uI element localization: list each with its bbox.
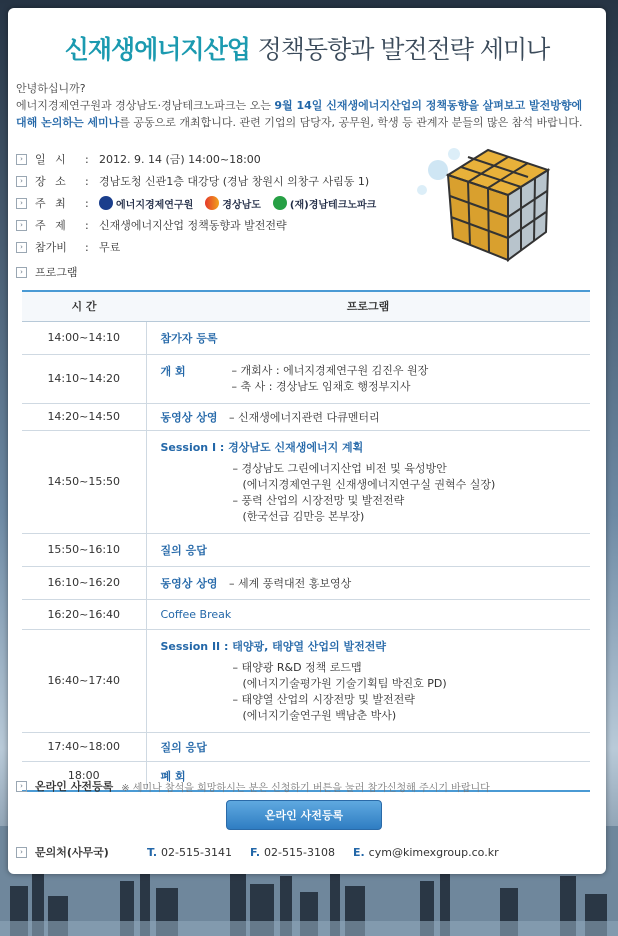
detail-line: – 축 사 : 경상남도 임채호 행정부지사: [231, 379, 411, 393]
colon: :: [85, 152, 89, 166]
row-time: 14:00~14:10: [22, 321, 146, 354]
row-program: [146, 533, 590, 566]
row-time: 16:10~16:20: [22, 566, 146, 599]
info-label: 일 시: [35, 153, 69, 166]
contact-row: [16, 844, 517, 860]
header-program: 프로그램: [146, 291, 590, 321]
row-program: [146, 629, 590, 732]
chevron-right-icon: ›: [16, 176, 27, 187]
table-row: [22, 430, 590, 533]
detail-line: – 풍력 산업의 시장전망 및 발전전략: [232, 493, 405, 507]
detail-line: (에너지경제연구원 신재생에너지연구실 권혁수 실장): [242, 477, 496, 491]
event-info: [16, 148, 456, 258]
contact-label: 문의처(사무국): [35, 846, 109, 859]
detail-line: (에너지기술평가원 기술기획팀 박진호 PD): [242, 676, 447, 690]
chevron-right-icon: ›: [16, 267, 27, 278]
intro-line-1: 안녕하십니까?: [16, 82, 86, 95]
row-program: [146, 321, 590, 354]
logo-gntp: [273, 196, 376, 211]
chevron-right-icon: ›: [16, 242, 27, 253]
tel-key: T.: [147, 845, 158, 859]
detail-line: – 태양열 산업의 시장전망 및 발전전략: [232, 692, 415, 706]
colon: :: [85, 218, 89, 232]
detail-line: – 개회사 : 에너지경제연구원 김진우 원장: [231, 363, 429, 377]
intro-line-3a: 대해 논의하는 세미나: [16, 116, 120, 129]
program-label: 프로그램: [35, 266, 78, 279]
table-row: [22, 533, 590, 566]
row-time: 16:40~17:40: [22, 629, 146, 732]
table-row: [22, 403, 590, 430]
title-rest: 정책동향과 발전전략 세미나: [257, 35, 550, 64]
info-row-fee: [16, 236, 456, 258]
row-program: [146, 354, 590, 403]
row-title: 질의 응답: [160, 740, 207, 754]
colon: :: [85, 240, 89, 254]
row-title: Session I : 경상남도 신재생에너지 계획: [160, 440, 364, 454]
row-program: [146, 599, 590, 629]
info-value: 무료: [99, 241, 121, 254]
row-time: 16:20~16:40: [22, 599, 146, 629]
online-label: 온라인 사전등록: [35, 780, 114, 793]
online-registration-row: [16, 778, 490, 794]
row-details: [161, 461, 581, 525]
row-time: 18:00: [22, 761, 146, 791]
host-logos: [99, 196, 376, 211]
row-time: 17:40~18:00: [22, 732, 146, 761]
program-section-label: [16, 264, 78, 280]
info-label: 주 제: [35, 219, 69, 232]
detail-line: (한국선급 김만응 본부장): [242, 509, 365, 523]
logo-text: (재)경남테크노파크: [289, 199, 377, 211]
row-title: 개 회: [160, 364, 186, 378]
table-row: [22, 599, 590, 629]
info-row-venue: [16, 170, 456, 192]
detail-line: – 세계 풍력대전 홍보영상: [228, 576, 352, 590]
logo-gyeongnam: [205, 196, 261, 211]
row-title: 동영상 상영: [160, 576, 218, 590]
page-title: [8, 30, 606, 66]
row-title: Session II : 태양광, 태양열 산업의 발전전략: [160, 639, 387, 653]
detail-line: – 신재생에너지관련 다큐멘터리: [228, 410, 380, 424]
row-title: Coffee Break: [160, 607, 232, 621]
title-highlight: 신재생에너지산업: [64, 35, 250, 64]
row-program: [146, 566, 590, 599]
row-title: 참가자 등록: [160, 331, 218, 345]
chevron-right-icon: ›: [16, 781, 27, 792]
email-key: E.: [352, 845, 365, 859]
logo-text: 에너지경제연구원: [116, 199, 194, 211]
row-details: [232, 363, 429, 395]
detail-line: – 경상남도 그린에너지산업 비전 및 육성방안: [232, 461, 447, 475]
info-row-date: [16, 148, 456, 170]
program-table: [22, 290, 590, 792]
info-label: 장 소: [35, 175, 69, 188]
info-value: 신재생에너지산업 정책동향과 발전전략: [99, 219, 287, 232]
gyeongnam-logo-icon: [205, 196, 219, 210]
row-title: 폐 회: [160, 769, 186, 783]
rubiks-cube-image: [408, 140, 568, 270]
fax-value: 02-515-3108: [264, 845, 335, 859]
detail-line: (에너지기술연구원 백남춘 박사): [242, 708, 397, 722]
table-header-row: [22, 291, 590, 321]
info-value: 경남도청 신관1층 대강당 (경남 창원시 의창구 사림동 1): [99, 175, 370, 188]
intro-line-2b: 9월 14일 신재생에너지산업의 정책동향을 살펴보고 발전방향에: [274, 99, 583, 112]
intro-text: [16, 80, 596, 131]
row-time: 14:10~14:20: [22, 354, 146, 403]
intro-line-3: [16, 114, 596, 131]
logo-keei: [99, 196, 193, 211]
colon: :: [85, 196, 89, 210]
row-time: 14:50~15:50: [22, 430, 146, 533]
chevron-right-icon: ›: [16, 198, 27, 209]
email-link[interactable]: cym@kimexgroup.co.kr: [368, 845, 499, 859]
row-time: 14:20~14:50: [22, 403, 146, 430]
info-row-host: [16, 192, 456, 214]
row-title: 질의 응답: [160, 543, 207, 557]
intro-line-3b: 를 공동으로 개최합니다. 관련 기업의 담당자, 공무원, 학생 등 관계자 분들의 많은 참석 바랍니다.: [119, 116, 583, 129]
intro-line-2: [16, 97, 596, 114]
intro-line-2a: 에너지경제연구원과 경상남도·경남테크노파크는 오는: [16, 99, 275, 112]
logo-text: 경상남도: [222, 199, 261, 211]
row-program: [146, 403, 590, 430]
table-row: [22, 354, 590, 403]
row-title: 동영상 상영: [160, 410, 218, 424]
chevron-right-icon: ›: [16, 220, 27, 231]
table-row: [22, 732, 590, 761]
row-time: 15:50~16:10: [22, 533, 146, 566]
header-time: 시 간: [22, 291, 146, 321]
info-value: 2012. 9. 14 (금) 14:00~18:00: [99, 153, 261, 166]
info-label: 주 최: [35, 197, 69, 210]
info-label: 참가비: [35, 241, 67, 254]
chevron-right-icon: ›: [16, 847, 27, 858]
info-row-theme: [16, 214, 456, 236]
row-details: [161, 660, 581, 724]
fax-key: F.: [249, 845, 261, 859]
table-row: [22, 321, 590, 354]
gntp-logo-icon: [273, 196, 287, 210]
online-registration-button[interactable]: 온라인 사전등록: [226, 800, 382, 830]
colon: :: [85, 174, 89, 188]
row-program: [146, 732, 590, 761]
keei-logo-icon: [99, 196, 113, 210]
tel-value: 02-515-3141: [161, 845, 232, 859]
detail-line: – 태양광 R&D 정책 로드맵: [232, 660, 362, 674]
online-note: ※ 세미나 참석을 희망하시는 분은 신청하기 버튼을 눌러 참가신청해 주시기 바랍니다: [121, 782, 490, 794]
table-row: [22, 629, 590, 732]
table-row: [22, 566, 590, 599]
row-program: [146, 430, 590, 533]
chevron-right-icon: ›: [16, 154, 27, 165]
